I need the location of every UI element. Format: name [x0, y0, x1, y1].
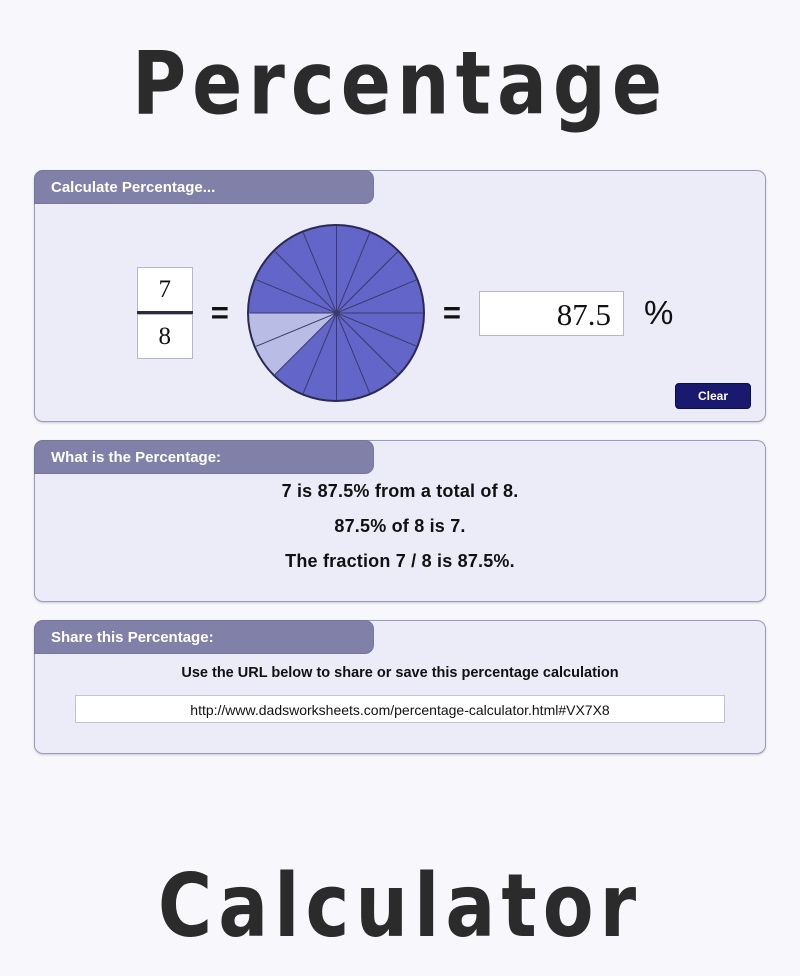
clear-button[interactable]: Clear	[675, 383, 751, 409]
pie-circle	[247, 224, 425, 402]
what-is-the-percentage-panel-title: What is the Percentage:	[34, 440, 374, 474]
percent-symbol: %	[643, 294, 674, 331]
share-percentage-panel-title: Share this Percentage:	[34, 620, 374, 654]
denominator-field[interactable]: 8	[137, 314, 193, 359]
calculate-percentage-panel	[34, 170, 766, 422]
answer-line: 87.5% of 8 is 7.	[334, 516, 466, 536]
page-title-top: Percentage	[131, 33, 669, 135]
equals-sign-left: =	[210, 295, 229, 330]
pie-chart	[247, 224, 425, 402]
answer-line: The fraction 7 / 8 is 87.5%.	[285, 551, 515, 571]
answer-line: 7 is 87.5% from a total of 8.	[281, 481, 519, 501]
equals-sign-right: =	[442, 295, 461, 330]
fraction-input[interactable]	[137, 267, 193, 359]
calculator-body	[35, 205, 765, 421]
numerator-field[interactable]: 7	[137, 267, 193, 311]
percentage-result-field[interactable]: 87.5	[479, 291, 624, 336]
page-title-bottom: Calculator	[157, 855, 643, 958]
share-url-field[interactable]: http://www.dadsworksheets.com/percentage-calculator.html#VX7X8	[75, 695, 725, 723]
share-percentage-panel	[34, 620, 766, 754]
answer-body	[35, 481, 765, 601]
calculate-percentage-panel-title: Calculate Percentage...	[34, 170, 374, 204]
what-is-the-percentage-panel	[34, 440, 766, 602]
share-body	[35, 659, 765, 753]
share-instructions: Use the URL below to share or save this percentage calculation	[181, 665, 619, 681]
